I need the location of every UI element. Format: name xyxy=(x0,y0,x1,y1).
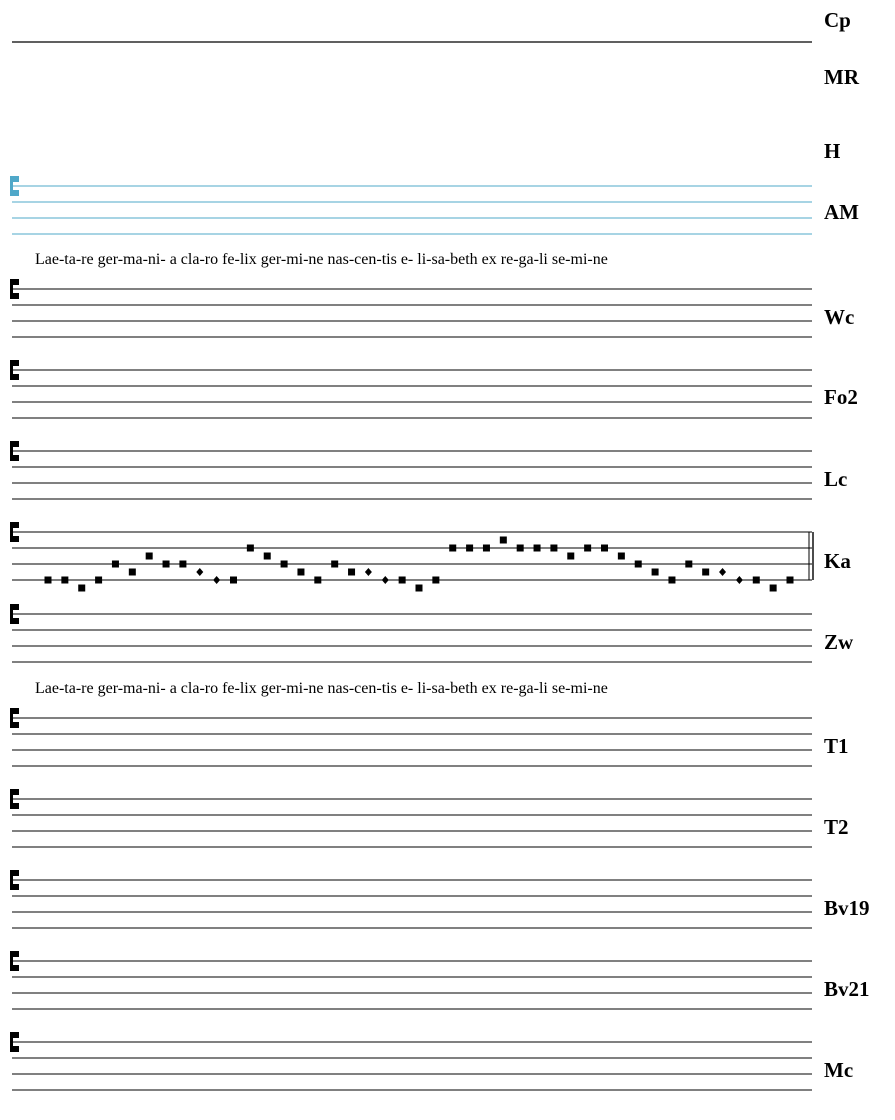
siglum-mc: Mc xyxy=(824,1058,854,1082)
neume-punctum xyxy=(449,545,456,552)
neume-punctum xyxy=(618,553,625,560)
neume-punctum xyxy=(61,577,68,584)
siglum-h: H xyxy=(824,139,841,163)
neume-rhombus xyxy=(736,576,743,584)
siglum-wc: Wc xyxy=(824,305,855,329)
neume-punctum xyxy=(500,537,507,544)
neume-punctum xyxy=(787,577,794,584)
siglum-lc: Lc xyxy=(824,467,848,491)
neume-punctum xyxy=(416,585,423,592)
neume-punctum xyxy=(753,577,760,584)
siglum-am: AM xyxy=(824,200,859,224)
neume-punctum xyxy=(78,585,85,592)
neume-punctum xyxy=(652,569,659,576)
lyrics-line-bottom: Lae-ta-re ger-ma-ni- a cla-ro fe-lix ger-mi-ne nas-cen-tis e- li-sa-beth ex re-ga-li se-mi-ne xyxy=(35,680,608,697)
neume-punctum xyxy=(230,577,237,584)
siglum-bv19: Bv19 xyxy=(824,896,870,920)
neume-punctum xyxy=(702,569,709,576)
siglum-bv21: Bv21 xyxy=(824,977,870,1001)
neume-punctum xyxy=(567,553,574,560)
neume-punctum xyxy=(399,577,406,584)
neume-punctum xyxy=(95,577,102,584)
neume-punctum xyxy=(635,561,642,568)
neume-punctum xyxy=(163,561,170,568)
neume-punctum xyxy=(483,545,490,552)
neume-punctum xyxy=(685,561,692,568)
neume-punctum xyxy=(534,545,541,552)
neume-rhombus xyxy=(382,576,389,584)
siglum-cp: Cp xyxy=(824,8,851,32)
neume-punctum xyxy=(264,553,271,560)
neume-punctum xyxy=(45,577,52,584)
siglum-mr: MR xyxy=(824,65,859,89)
neume-punctum xyxy=(584,545,591,552)
siglum-t1: T1 xyxy=(824,734,849,758)
neume-punctum xyxy=(331,561,338,568)
siglum-t2: T2 xyxy=(824,815,849,839)
neume-punctum xyxy=(129,569,136,576)
neume-punctum xyxy=(179,561,186,568)
staff-lines-layer xyxy=(12,42,813,1090)
neume-rhombus xyxy=(719,568,726,576)
neume-punctum xyxy=(348,569,355,576)
neume-punctum xyxy=(297,569,304,576)
siglum-fo2: Fo2 xyxy=(824,385,858,409)
neume-punctum xyxy=(466,545,473,552)
neume-punctum xyxy=(550,545,557,552)
neume-rhombus xyxy=(196,568,203,576)
siglum-ka: Ka xyxy=(824,549,851,573)
neume-punctum xyxy=(601,545,608,552)
neume-punctum xyxy=(770,585,777,592)
neume-rhombus xyxy=(365,568,372,576)
neume-punctum xyxy=(247,545,254,552)
neume-rhombus xyxy=(213,576,220,584)
neume-punctum xyxy=(517,545,524,552)
neume-punctum xyxy=(281,561,288,568)
neume-punctum xyxy=(668,577,675,584)
neume-punctum xyxy=(432,577,439,584)
neume-punctum xyxy=(146,553,153,560)
lyrics-line-top: Lae-ta-re ger-ma-ni- a cla-ro fe-lix ger-mi-ne nas-cen-tis e- li-sa-beth ex re-ga-li se-mi-ne xyxy=(35,251,608,268)
neume-punctum xyxy=(112,561,119,568)
neume-punctum xyxy=(314,577,321,584)
siglum-zw: Zw xyxy=(824,630,854,654)
